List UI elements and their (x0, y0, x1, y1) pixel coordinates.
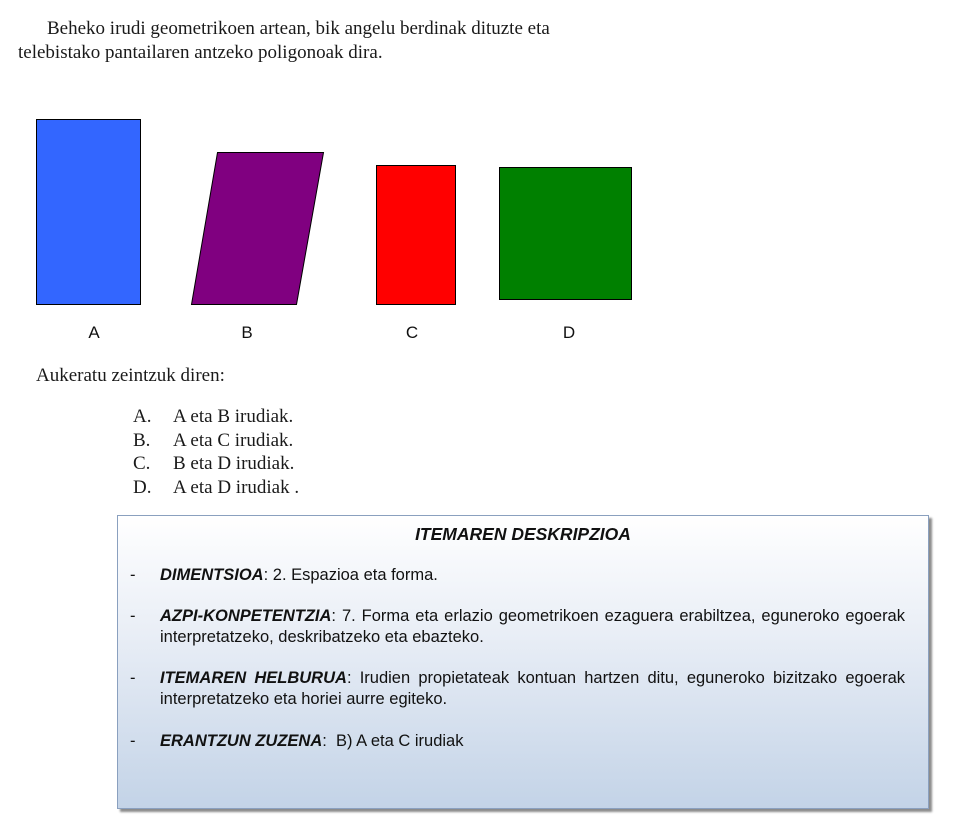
shape-label-b: B (241, 323, 253, 342)
shape-label-a: A (88, 323, 100, 342)
intro-line-1: Beheko irudi geometrikoen artean, bik angelu berdinak dituzte eta (47, 18, 550, 39)
option-letter: C. (133, 453, 151, 474)
shape-label-d: D (562, 323, 576, 342)
description-value: : 7. Forma eta erlazio geometrikoen ezaguera erabiltzea, eguneroko egoerak interpretatzeko, deskribatzeko eta ebazteko. (160, 607, 905, 646)
shapes-figure (0, 0, 978, 360)
description-text (160, 606, 905, 648)
description-key: AZPI-KONPETENTZIA (160, 607, 332, 625)
shape-c (377, 166, 456, 305)
option-text: B eta D irudiak. (173, 453, 295, 474)
description-key: ITEMAREN HELBURUA (160, 669, 347, 687)
bullet-dash: - (130, 607, 136, 625)
description-item-answer (130, 731, 905, 752)
description-text (160, 668, 905, 710)
shape-b (192, 153, 324, 305)
description-value: : 2. Espazioa eta forma. (263, 566, 438, 584)
bullet-dash: - (130, 566, 136, 584)
description-item-subcompetence (130, 606, 905, 648)
intro-line-2: telebistako pantailaren antzeko poligonoak dira. (18, 42, 383, 63)
shape-a (37, 120, 141, 305)
shape-label-c: C (405, 323, 419, 342)
option-text: A eta D irudiak . (173, 476, 300, 498)
answer-options (133, 405, 299, 499)
description-item-dimension (130, 565, 905, 586)
description-text (160, 731, 905, 752)
question-text: Aukeratu zeintzuk diren: (36, 365, 225, 386)
option-letter: D. (133, 476, 152, 498)
option-b[interactable] (133, 429, 299, 453)
description-value: : B) A eta C irudiak (322, 732, 464, 750)
option-letter: B. (133, 429, 151, 451)
description-key: DIMENTSIOA (160, 566, 264, 584)
description-value: : Irudien propietateak kontuan hartzen ditu, eguneroko bizitzako egoerak interpretatzeko eta horiei aurre egiteko. (160, 669, 905, 708)
option-c[interactable] (133, 452, 299, 476)
option-d[interactable] (133, 476, 299, 500)
description-text (160, 565, 905, 586)
description-title: ITEMAREN DESKRIPZIOA (415, 524, 631, 544)
shape-d (500, 168, 632, 300)
bullet-dash: - (130, 732, 136, 750)
item-description-box (117, 515, 929, 809)
description-item-goal (130, 668, 905, 710)
option-text: A eta B irudiak. (173, 406, 294, 427)
option-a[interactable] (133, 405, 299, 429)
option-text: A eta C irudiak. (173, 429, 294, 451)
option-letter: A. (133, 406, 152, 427)
description-key: ERANTZUN ZUZENA (160, 732, 323, 750)
bullet-dash: - (130, 669, 136, 687)
